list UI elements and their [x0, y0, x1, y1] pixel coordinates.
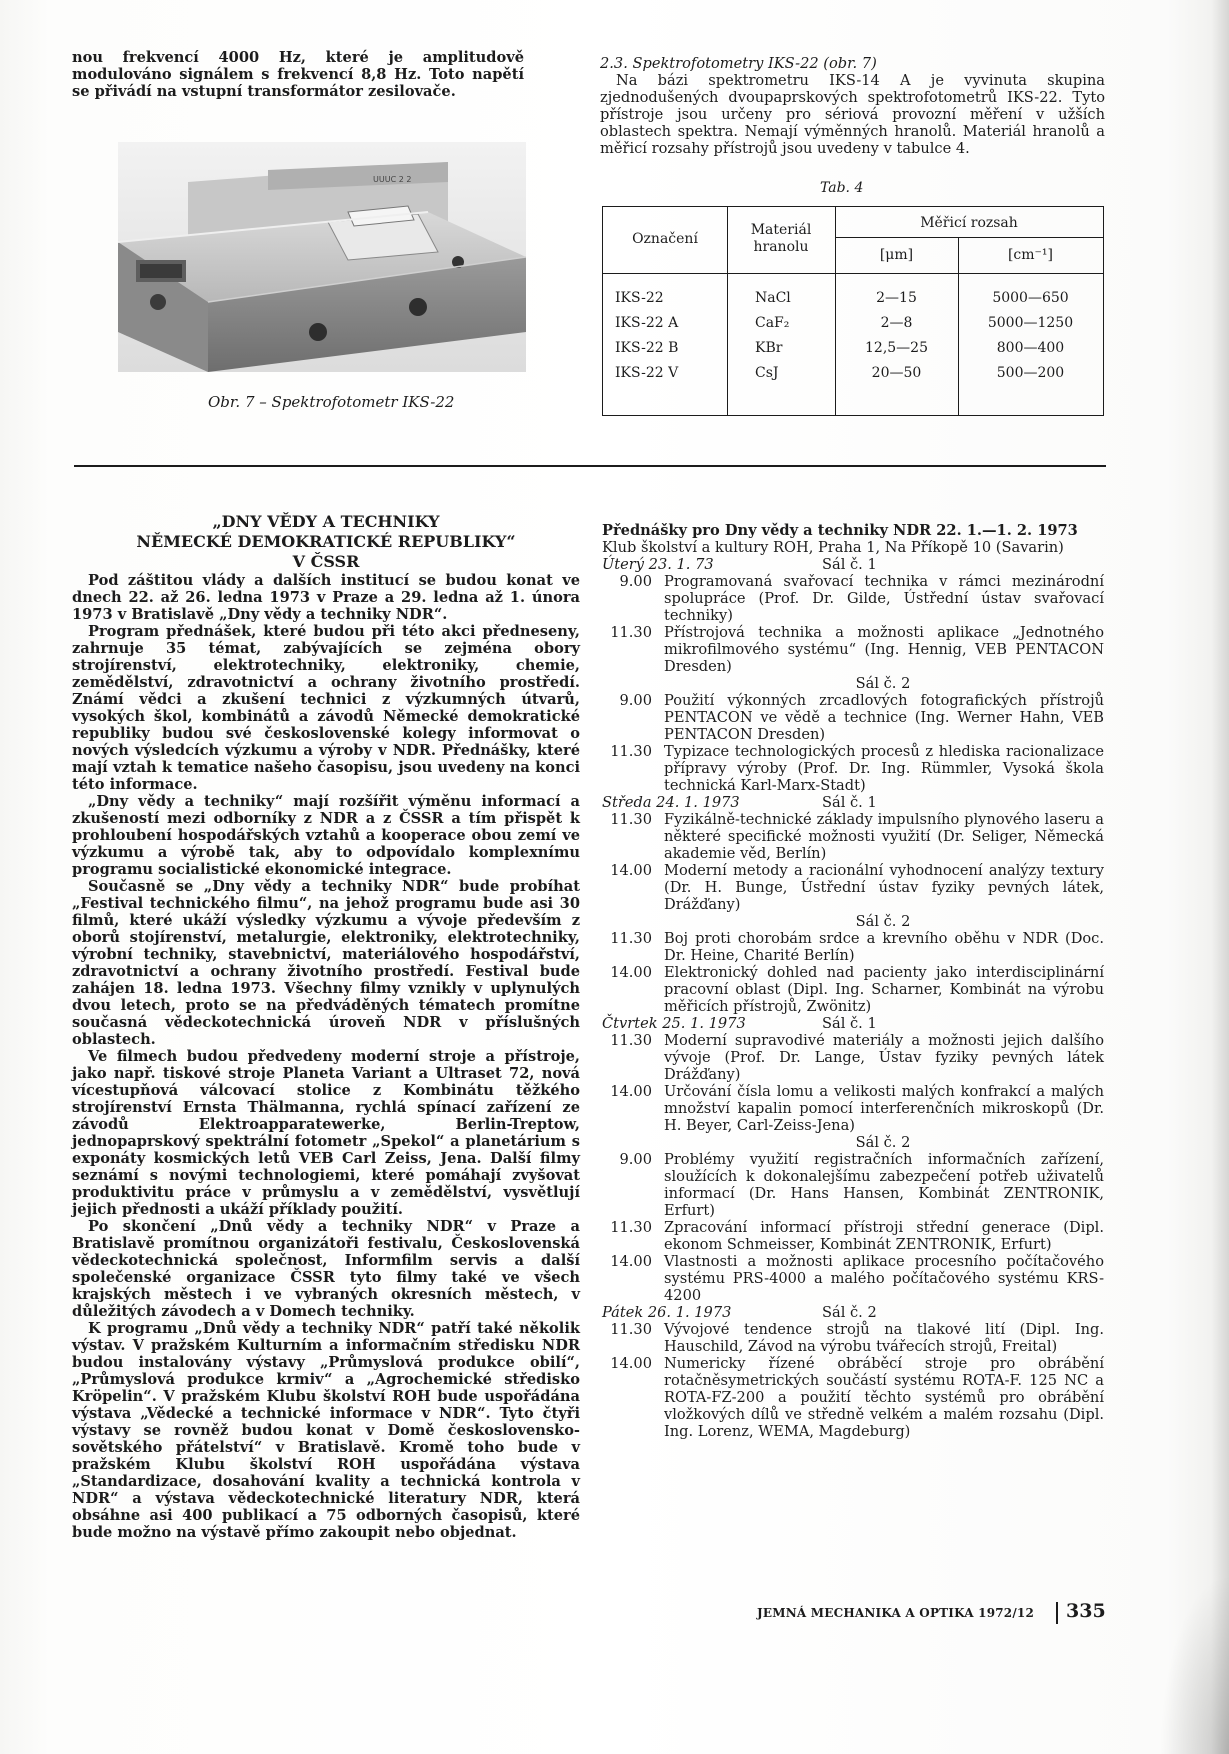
hall-label: Sál č. 2 [855, 675, 911, 692]
lecture-item [602, 1321, 1104, 1355]
lecture-item [602, 930, 1104, 964]
lecture-text: Použití výkonných zrcadlových fotografických přístrojů PENTACON ve vědě a technice (Ing. Werner Hahn, VEB PENTACON Dresden) [664, 692, 1104, 743]
row-material: KBr [755, 340, 783, 356]
lecture-time: 14.00 [610, 1083, 652, 1100]
header-material-1: Materiál [750, 222, 812, 238]
lecture-time: 11.30 [610, 930, 652, 947]
header-unit-cm: [cm⁻¹] [1007, 247, 1054, 263]
spectrophotometer-section [600, 55, 1105, 157]
spec-table [602, 206, 1104, 416]
row-name: IKS-22 [615, 290, 664, 306]
lecture-time: 9.00 [619, 692, 652, 709]
day-label: Pátek 26. 1. 1973 [602, 1304, 732, 1321]
article-paragraph: „Dny vědy a techniky“ mají rozšířit výměnu informací a zkušeností mezi odborníky z NDR a z ČSSR a tím přispět k prohloubení hospodářských vztahů a kooperace obou zemí ve výzkumu a výrobě tak, aby to odpovídalo komplexnímu programu socialistické ekonomické integrace. [72, 793, 580, 878]
row-material: CsJ [755, 365, 779, 381]
article-paragraph: Pod záštitou vlády a dalších institucí se budou konat ve dnech 22. až 26. ledna 1973 v Praze a 29. ledna až 1. února 1973 v Bratislavě „Dny vědy a techniky NDR“. [72, 572, 580, 623]
hall-label: Sál č. 2 [855, 913, 911, 930]
row-um: 2—8 [880, 315, 913, 331]
lecture-time: 11.30 [610, 1032, 652, 1049]
lecture-time: 14.00 [610, 1253, 652, 1270]
lecture-text: Problémy využití registračních informačních zařízení, sloužících k dokonalejšímu zabezpečení potřeb uživatelů informací (Dr. Hans Hansen, Kombinát ZENTRONIK, Erfurt) [664, 1151, 1104, 1219]
lecture-text: Zpracování informací přístroji střední generace (Dipl. ekonom Schmeisser, Kombinát ZENTRONIK, Erfurt) [664, 1219, 1104, 1253]
day-label: Středa 24. 1. 1973 [602, 794, 740, 811]
row-cm: 500—200 [996, 365, 1065, 381]
footer-divider [1056, 1602, 1058, 1624]
figure-caption: Obr. 7 – Spektrofotometr IKS-22 [208, 393, 455, 411]
row-cm: 5000—650 [992, 290, 1069, 306]
hall-label: Sál č. 1 [822, 1015, 877, 1032]
day-label: Úterý 23. 1. 73 [602, 556, 714, 573]
lecture-item [602, 1355, 1104, 1440]
row-material: CaF₂ [755, 315, 790, 331]
hall-label: Sál č. 2 [855, 1134, 911, 1151]
lecture-text: Fyzikálně-technické základy impulsního plynového laseru a některé specifické možnosti využití (Dr. Seliger, Německá akademie věd, Berlín) [664, 811, 1104, 862]
page-edge-shadow [1211, 0, 1229, 1754]
lecture-time: 9.00 [619, 1151, 652, 1168]
top-left-paragraph [72, 49, 524, 100]
lecture-item [602, 811, 1104, 862]
lecture-text: Moderní supravodivé materiály a možnosti jejich dalšího vývoje (Prof. Dr. Lange, Ústav fyziky pevných látek Drážďany) [664, 1032, 1104, 1083]
lecture-time: 11.30 [610, 1321, 652, 1338]
section-divider [74, 465, 1106, 467]
lecture-time: 11.30 [610, 1219, 652, 1236]
table-hline [835, 237, 1103, 238]
day-row [602, 1015, 1104, 1032]
row-name: IKS-22 V [615, 365, 679, 381]
lecture-text: Určování čísla lomu a velikosti malých konfrakcí a malých množství kapalin pomocí interferenčních mikroskopů (Dr. H. Beyer, Carl-Zeiss-Jena) [664, 1083, 1104, 1134]
hall-label: Sál č. 1 [822, 794, 877, 811]
day-row [602, 556, 1104, 573]
journal-footer: JEMNÁ MECHANIKA A OPTIKA 1972/12 [757, 1606, 1035, 1620]
lecture-item [602, 1253, 1104, 1304]
lecture-item [602, 692, 1104, 743]
section-heading: 2.3. Spektrofotometry IKS-22 (obr. 7) [600, 55, 877, 72]
top-left-text: nou frekvencí 4000 Hz, které je amplitudově modulováno signálem s frekvencí 8,8 Hz. Toto napětí se přivádí na vstupní transformátor zesilovače. [72, 49, 524, 100]
page-number: 335 [1066, 1600, 1106, 1622]
lecture-text: Typizace technologických procesů z hlediska racionalizace přípravy výroby (Prof. Dr. Ing. Rümmler, Vysoká škola technická Karl-Marx-Stadt) [664, 743, 1104, 794]
article [72, 512, 580, 1541]
lecture-time: 14.00 [610, 862, 652, 879]
lecture-item [602, 1083, 1104, 1134]
table-vline [835, 207, 836, 415]
article-paragraph: Program přednášek, které budou při této akci předneseny, zahrnuje 35 témat, zabývajících se zejména obory strojírenství, elektrotechniky, elektroniky, chemie, zemědělství, zdravotnictví a ochrany životního prostředí. Známí vědci a zkušení technici z výzkumných útvarů, vysokých škol, kombinátů a závodů Německé demokratické republiky budou své československé kolegy informovat o nových výsledcích výzkumu a výroby v NDR. Přednášky, které mají vztah k tematice našeho časopisu, jsou uvedeny na konci této informace. [72, 623, 580, 793]
lecture-text: Programovaná svařovací technika v rámci mezinárodní spolupráce (Prof. Dr. Gilde, Ústřední ústav svařovací techniky) [664, 573, 1104, 624]
lecture-item [602, 573, 1104, 624]
lecture-time: 9.00 [619, 573, 652, 590]
article-title-line-3: V ČSSR [292, 552, 360, 571]
table-label: Tab. 4 [820, 180, 864, 196]
lecture-item [602, 1032, 1104, 1083]
article-title-line-2: NĚMECKÉ DEMOKRATICKÉ REPUBLIKY“ [136, 532, 516, 551]
article-title-line-1: „DNY VĚDY A TECHNIKY [212, 512, 440, 531]
lecture-program [602, 522, 1104, 1440]
lecture-time: 11.30 [610, 743, 652, 760]
lecture-time: 11.30 [610, 624, 652, 641]
row-cm: 5000—1250 [987, 315, 1074, 331]
day-label: Čtvrtek 25. 1. 1973 [602, 1015, 746, 1032]
lecture-text: Elektronický dohled nad pacienty jako interdisciplinární pracovní oblast (Dipl. Ing. Scharner, Kombinát na výrobu měřicích přístrojů, Zwönitz) [664, 964, 1104, 1015]
lecture-time: 14.00 [610, 1355, 652, 1372]
row-name: IKS-22 B [615, 340, 679, 356]
lecture-text: Vývojové tendence strojů na tlakové lití (Dipl. Ing. Hauschild, Závod na výrobu tvářecích strojů, Freital) [664, 1321, 1104, 1355]
section-text: Na bázi spektrometru IKS-14 A je vyvinuta skupina zjednodušených dvoupaprskových spektrofotometrů IKS-22. Tyto přístroje jsou určeny pro sériová provozní měření v užších oblastech spektra. Nemají výměnných hranolů. Materiál hranolů a měřicí rozsahy přístrojů jsou uvedeny v tabulce 4. [600, 72, 1105, 157]
page-corner-shadow [1159, 1574, 1229, 1754]
header-range: Měřicí rozsah [920, 215, 1018, 231]
hall-label: Sál č. 2 [822, 1304, 877, 1321]
day-row [602, 794, 1104, 811]
lecture-time: 14.00 [610, 964, 652, 981]
row-name: IKS-22 A [615, 315, 679, 331]
lecture-text: Numericky řízené obráběcí stroje pro obrábění rotačněsymetrických součástí systému ROTA-F. 125 NC a ROTA-FZ-200 a použití těchto systémů pro obrábění vložkových dílů ve středně velkém a malém rozsahu (Dipl. Ing. Lorenz, WEMA, Magdeburg) [664, 1355, 1104, 1440]
lecture-item [602, 1151, 1104, 1219]
row-um: 12,5—25 [865, 340, 928, 356]
lecture-text: Moderní metody a racionální vyhodnocení analýzy textury (Dr. H. Bunge, Ústřední ústav fyziky pevných látek, Drážďany) [664, 862, 1104, 913]
spectrophotometer-photo [118, 142, 526, 372]
header-unit-um: [μm] [879, 247, 914, 263]
article-paragraph: Ve filmech budou předvedeny moderní stroje a přístroje, jako např. tiskové stroje Planeta Variant a Ultraset 72, nová vícestupňová válcovací stolice z Kombinátu těžkého strojírenství Ernsta Thälmanna, rychlá spínací zařízení ze závodů Elektroapparatewerke, Berlin-Treptow, jednopaprskový spektrální fotometr „Spekol“ a planetárium s exponáty kosmických letů VEB Carl Zeiss, Jena. Další filmy seznámí s novými technologiemi, které pomáhají zvyšovat produktivitu práce v průmyslu a v zemědělství, vysvětlují jejich přednosti a ukáží příklady použití. [72, 1048, 580, 1218]
header-designation: Označení [632, 231, 698, 247]
table-hline [603, 273, 1103, 274]
program-heading: Přednášky pro Dny vědy a techniky NDR 22. 1.—1. 2. 1973 [602, 522, 1078, 539]
lecture-text: Vlastnosti a možnosti aplikace procesního počítačového systému PRS-4000 a malého počítačového systému KRS-4200 [664, 1253, 1104, 1304]
article-paragraph: Po skončení „Dnů vědy a techniky NDR“ v Praze a Bratislavě promítnou organizátoři festivalu, Československá vědeckotechnická společnost, Informfilm servis a další společenské organizace ČSSR tyto filmy také ve všech krajských městech i ve vybraných okresních městech, v důležitých závodech a v Domech techniky. [72, 1218, 580, 1320]
lecture-item [602, 862, 1104, 913]
hall-label: Sál č. 1 [822, 556, 877, 573]
lecture-item [602, 624, 1104, 675]
lecture-item [602, 1219, 1104, 1253]
row-um: 2—15 [876, 290, 917, 306]
lecture-text: Boj proti chorobám srdce a krevního oběhu v NDR (Doc. Dr. Heine, Charité Berlín) [664, 930, 1104, 964]
row-material: NaCl [755, 290, 791, 306]
row-cm: 800—400 [996, 340, 1065, 356]
lecture-item [602, 964, 1104, 1015]
article-paragraph: Současně se „Dny vědy a techniky NDR“ bude probíhat „Festival technického filmu“, na jehož programu bude asi 30 filmů, které ukáží výsledky výzkumu a vývoje především z oborů stojírenství, metalurgie, elektroniky, elektrotechniky, výrobní techniky, stavebnictví, materiálového hospodářství, zdravotnictví a ochrany životního prostředí. Festival bude zahájen 18. ledna 1973. Všechny filmy vznikly v uplynulých dvou letech, proto se na předváděných tématech promítne současná vědeckotechnická úroveň NDR v příslušných oblastech. [72, 878, 580, 1048]
row-um: 20—50 [871, 365, 922, 381]
article-paragraph: K programu „Dnů vědy a techniky NDR“ patří také několik výstav. V pražském Kulturním a informačním středisku NDR budou instalovány výstavy „Průmyslová produkce obilí“, „Průmyslová produkce krmiv“ a „Agrochemické středisko Kröpelin“. V pražském Klubu školství ROH bude uspořádána výstava „Vědecké a technické informace v NDR“. Tyto čtyři výstavy se rovněž budou konat v Domě československo-sovětského přátelství“ v Bratislavě. Kromě toho bude v pražském Klubu školství ROH uspořádána výstava „Standardizace, dosahování kvality a technická kontrola v NDR“ a výstava vědeckotechnické literatury NDR, která obsáhne asi 400 publikací a 75 odborných časopisů, které bude možno na výstavě přímo zakoupit nebo objednat. [72, 1320, 580, 1541]
lecture-text: Přístrojová technika a možnosti aplikace „Jednotného mikrofilmového systému“ (Ing. Hennig, VEB PENTACON Dresden) [664, 624, 1104, 675]
program-venue: Klub školství a kultury ROH, Praha 1, Na Příkopě 10 (Savarin) [602, 539, 1064, 556]
day-row [602, 1304, 1104, 1321]
svg-text:UUUC 2 2: UUUC 2 2 [373, 175, 412, 184]
lecture-item [602, 743, 1104, 794]
header-material-2: hranolu [753, 239, 809, 255]
lecture-time: 11.30 [610, 811, 652, 828]
